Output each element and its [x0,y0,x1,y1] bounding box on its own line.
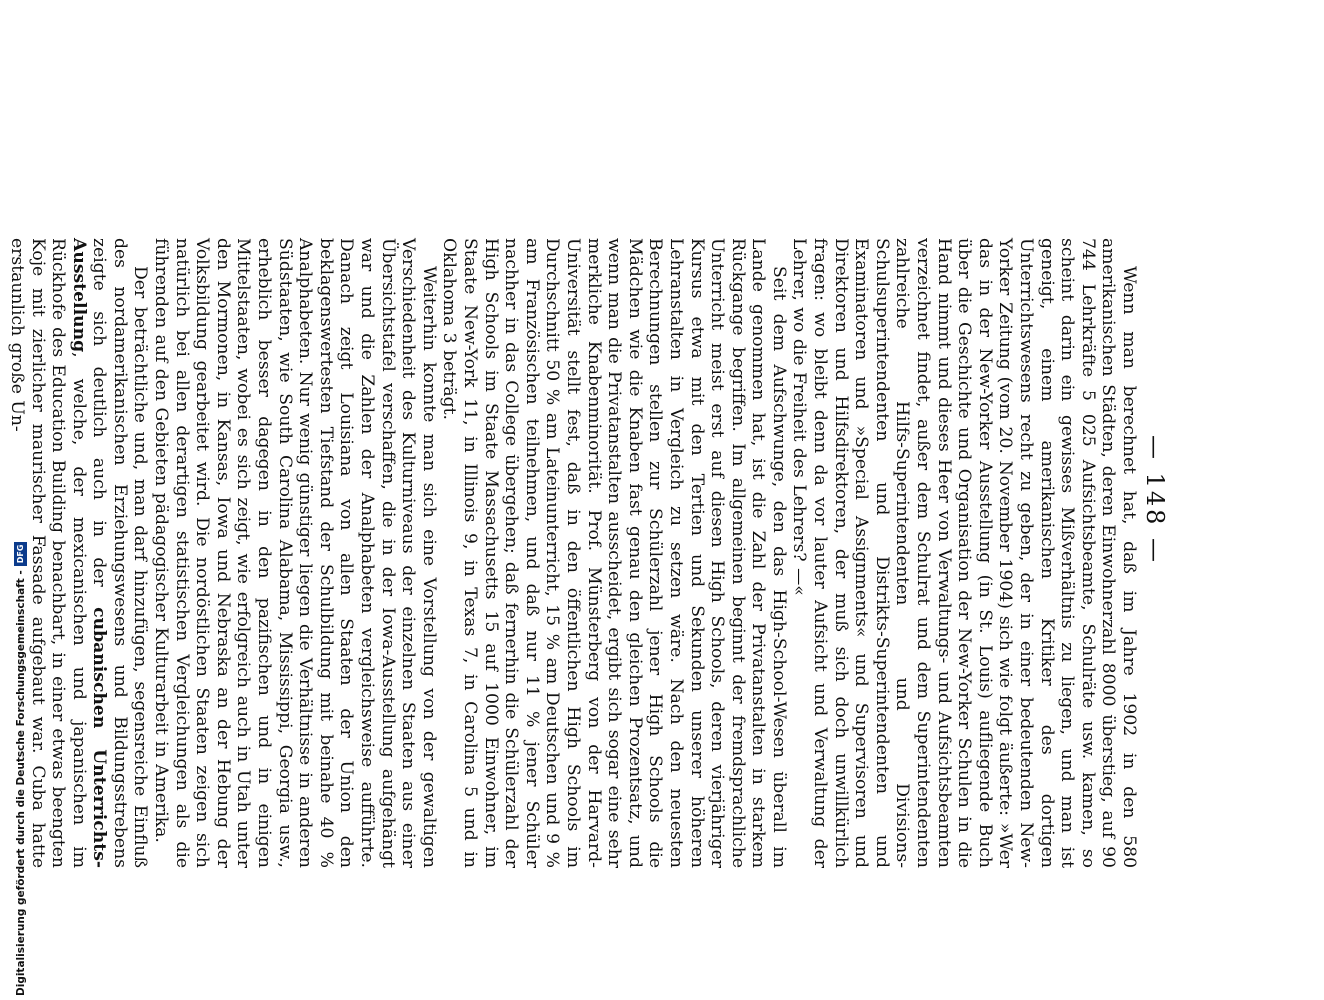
paragraph-text: Der beträchtliche und, man darf hinzufügen, segensreiche Einfluß des nordamerikanischen Erziehungswesens und Bildungsstrebens zeigte sich deutlich auch in der [89,238,151,868]
funding-text: Digitalisierung gefördert durch die Deutsche Forschungsgemeinschaft - [14,570,27,996]
paragraph: Wenn man berechnet hat, daß im Jahre 1902 in den 580 amerikanischen Städten, deren Einwohnerzahl 8000 überstieg, auf 90 744 Lehrkräfte 5 025 Aufsichtsbeamte, Schulräte usw. kamen, so scheint darin ein gewisses Mißverhältnis zu liegen, und man ist geneigt, einem amerikanischen Kritiker des dortigen Unterrichtswesens recht zu geben, der in einer bedeutenden New-Yorker Zeitung (vom 20. November 1904) sich wie folgt äußerte: »Wer das in der New-Yorker Ausstellung (in St. Louis) aufliegende Buch über die Geschichte und Organisation der New-Yorker Schulen in die Hand nimmt und dieses Heer von Verwaltungs- und Aufsichtsbeamten verzeichnet findet, außer dem Schulrat und dem Superintendenten zahlreiche Hilfs-Superintendenten und Divisions-Schulsuperintendenten und Distrikts-Superintendenten und Examinatoren und »Special Assignments« und Supervisoren und Direktoren und Hilfsdirektoren, der muß sich doch unwillkürlich fragen: wo bleibt denn da vor lauter Aufsicht und Verwaltung der Lehrer, wo die Freiheit des Lehrers? —« [789,238,1139,868]
dfg-logo: DFG [14,542,27,567]
body-text [6,238,1139,868]
page-number: — 148 — [1141,434,1169,566]
funding-note [14,542,27,996]
paragraph: Weiterhin konnte man sich eine Vorstellung von der gewaltigen Verschiedenheit des Kulturniveaus der einzelnen Staaten aus einer Übersichtstafel verschaffen, die in der Iowa-Ausstellung aufgehängt war und die Zahlen der Analphabeten vergleichsweise aufführte. Danach zeigt Louisiana von allen Staaten der Union den beklagenswertesten Tiefstand der Schulbildung mit beinahe 40 % Analphabeten. Nur wenig günstiger liegen die Verhältnisse in anderen Südstaaten, wie South Carolina Alabama, Mississippi, Georgia usw., erheblich besser dagegen in den pazifischen und in einigen Mittelstaaten, wobei es sich zeigt, wie erfolgreich auch in Utah unter den Mormonen, in Kansas, Iowa und Nebraska an der Hebung der Volksbildung gearbeitet wird. Die nordöstlichen Staaten zeigen sich natürlich bei allen derartigen statistischen Vergleichungen als die führenden auf den Gebieten pädagogischer Kulturarbeit in Amerika. [151,238,439,868]
paragraph: Seit dem Aufschwunge, den das High-School-Wesen überall im Lande genommen hat, ist die Zahl der Privatanstalten in starkem Rückgange begriffen. Im allgemeinen beginnt der fremdsprachliche Unterricht meist erst auf diesen High Schools, deren vierjähriger Kursus etwa mit den Tertien und Sekunden unserer höheren Lehranstalten in Vergleich zu setzen wäre. Nach den neuesten Berechnungen stellen zur Schülerzahl jener High Schools die Mädchen wie die Knaben fast genau den gleichen Prozentsatz, und wenn man die Privatanstalten ausscheidet, ergibt sich sogar eine sehr merkliche Knabenminorität. Prof. Münsterberg von der Harvard-Universität stellt fest, daß in den öffentlichen High Schools im Durchschnitt 50 % am Lateinunterricht, 15 % am Deutschen und 9 % am Französischen teilnehmen, und daß nur 11 % jener Schüler nachher in das College übergehen; daß fernerhin die Schülerzahl der High Schools im Staate Massachusetts 15 auf 1000 Einwohner, im Staate New-York 11, in Illinois 9, in Texas 7, in Carolina 5 und in Oklahoma 3 beträgt. [439,238,789,868]
paragraph [6,238,150,868]
paragraph-text: , welche, der mexicanischen und japanischen im Rückhofe des Education Building benachbart, in einer etwas beengten Koje mit zierlicher maurischer Fassade aufgebaut war. Cuba hatte erstaunlich große Un- [6,238,89,868]
bold-term: cubanischen Unterrichts-Ausstellung [68,238,110,868]
